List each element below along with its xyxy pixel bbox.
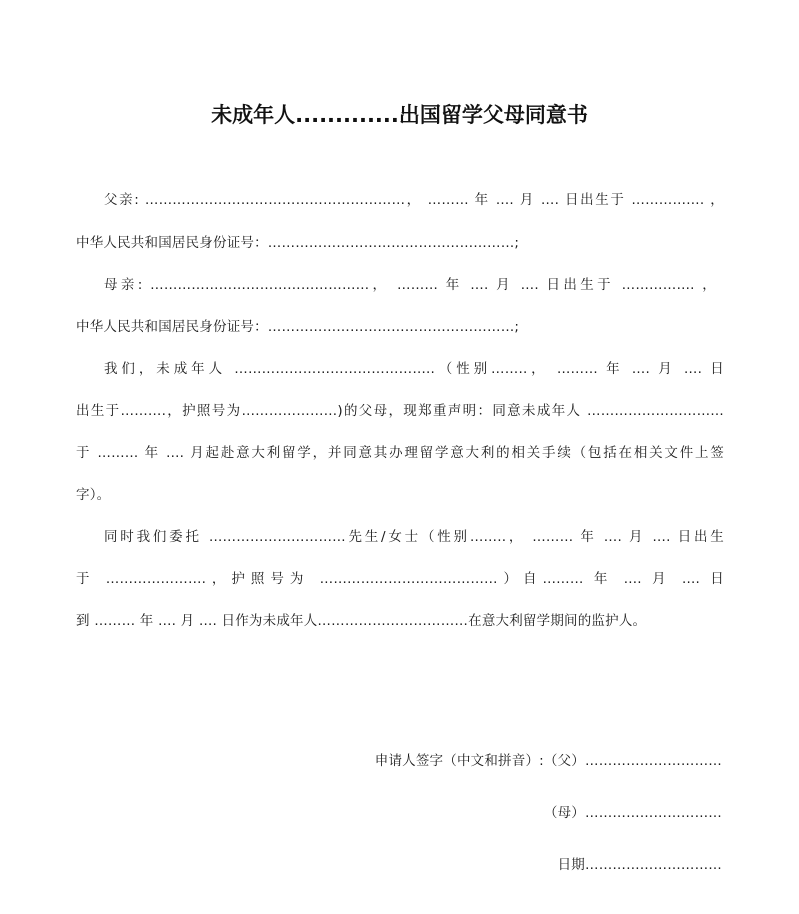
guardian-line-1: 同时我们委托 …………………………先生/女士（性别……..， ……… 年 …. 月 …. 日出生 [104,529,724,545]
document-title: 未成年人.............出国留学父母同意书 [211,103,588,127]
father-id-line: 中华人民共和国居民身份证号：………………………………………………; [76,235,520,251]
applicant-signature-line: 申请人签字（中文和拼音）:（父）………………………… [374,753,722,769]
father-line: 父亲: …………………………………………………， ……… 年 …. 月 …. 日出生于 ……………. ， [104,192,724,208]
guardian-line-3: 到 ……… 年 …. 月 …. 日作为未成年人……………………………在意大利留学期间的监护人。 [76,613,647,629]
mother-signature-line: （母）………………………… [543,805,722,821]
guardian-line-2: 于 ………………….，护照号为 …………………………………）自……… 年 …. 月 …. 日 [76,571,724,587]
date-line: 日期………………………… [557,857,722,873]
mother-id-line: 中华人民共和国居民身份证号：………………………………………………; [76,319,520,335]
declaration-line-2: 出生于……….，护照号为…………………)的父母，现郑重声明：同意未成年人 ………………………… [76,403,724,419]
mother-line: 母亲: …………………………………………， ……… 年 …. 月 …. 日出生于 ……………. ， [104,277,716,293]
declaration-line-4: 字）。 [76,487,111,503]
declaration-line-3: 于 ……… 年 …. 月起赴意大利留学，并同意其办理留学意大利的相关手续（包括在相关文件上签 [76,445,724,461]
declaration-line-1: 我们，未成年人 ……………………………………..（性别……..， ……… 年 …. 月 …. 日 [104,361,724,377]
